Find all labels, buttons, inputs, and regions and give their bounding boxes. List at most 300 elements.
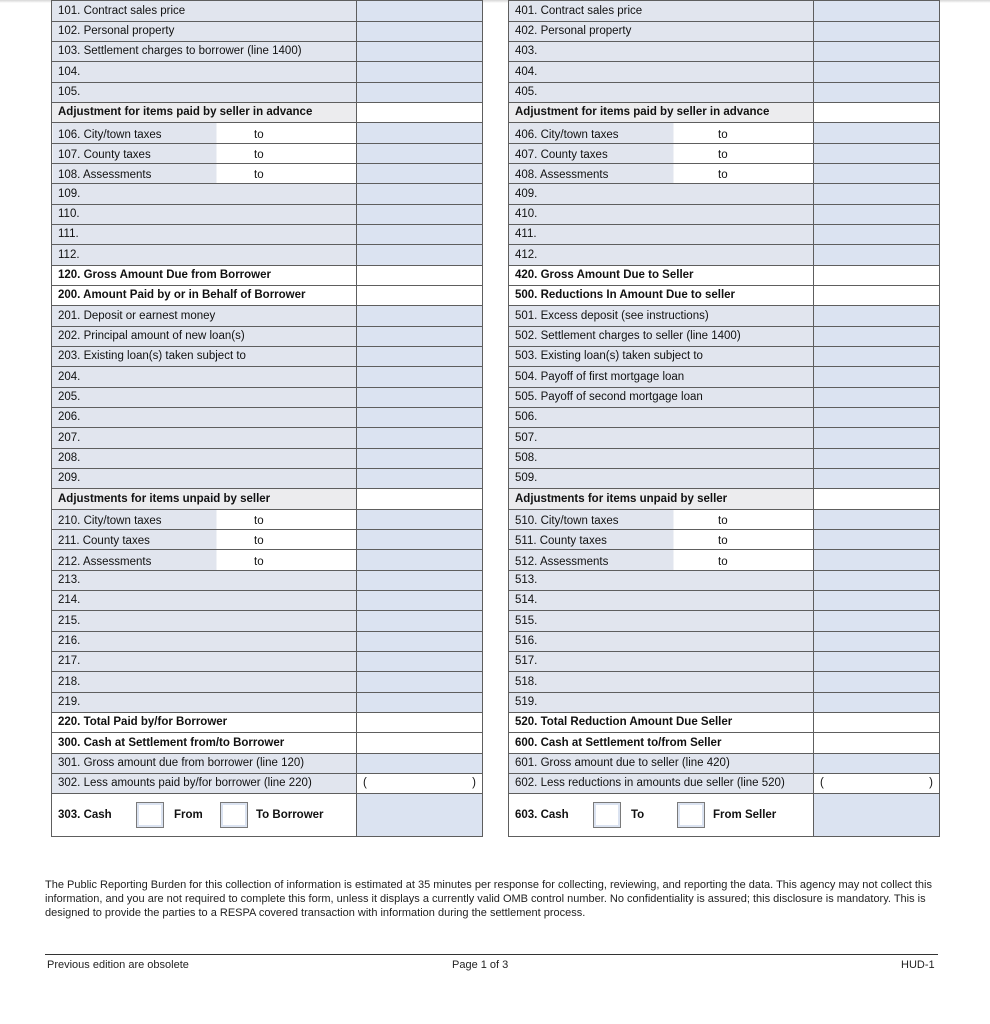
form-line-row (509, 754, 940, 774)
line-label-text: 408. Assessments (515, 169, 609, 181)
line-label (52, 164, 357, 184)
form-line-row (509, 571, 940, 591)
line-label (509, 327, 814, 347)
amount-field[interactable] (357, 489, 483, 510)
cash-option-1-checkbox[interactable] (593, 802, 621, 828)
line-label-text: 510. City/town taxes (515, 515, 619, 527)
amount-field[interactable] (814, 286, 940, 306)
line-label-text: 207. (58, 431, 81, 444)
amount-field[interactable] (814, 266, 940, 286)
form-line-row (52, 144, 483, 164)
amount-field[interactable] (357, 225, 483, 245)
borrower-transaction-table (51, 0, 483, 837)
form-line-row (52, 449, 483, 469)
line-label-text: 206. (58, 411, 81, 423)
amount-field[interactable] (814, 530, 940, 550)
amount-field[interactable] (357, 571, 483, 591)
amount-field[interactable] (814, 245, 940, 266)
amount-field[interactable] (357, 733, 483, 754)
amount-field[interactable] (357, 123, 483, 144)
form-line-row (509, 83, 940, 103)
amount-field[interactable] (814, 489, 940, 510)
line-label-text: 111. (58, 228, 79, 240)
form-line-row (509, 652, 940, 672)
form-line-row (509, 449, 940, 469)
form-line-row (509, 123, 940, 144)
line-label-text: Adjustment for items paid by seller in advance (58, 106, 313, 118)
form-line-row (52, 306, 483, 327)
line-label (509, 83, 814, 103)
line-label (509, 306, 814, 327)
line-label (509, 22, 814, 42)
date-range-to-label: to (718, 535, 728, 547)
line-label (52, 367, 357, 388)
amount-field[interactable] (357, 774, 483, 794)
amount-field[interactable] (357, 327, 483, 347)
line-label (52, 550, 357, 571)
line-label-text: 209. (58, 472, 81, 484)
line-label-text: 218. (58, 675, 81, 688)
line-label-text: 502. Settlement charges to seller (line 1400) (515, 330, 741, 342)
line-label-text: 518. (515, 675, 538, 688)
line-label (509, 42, 814, 62)
line-label (52, 245, 357, 266)
line-label-text: 506. (515, 411, 538, 423)
amount-field[interactable] (357, 632, 483, 652)
cash-label: 603. Cash (515, 808, 569, 821)
footer-divider (45, 954, 938, 955)
amount-field[interactable] (814, 306, 940, 327)
line-label (509, 774, 814, 794)
line-label (52, 408, 357, 428)
amount-field[interactable] (357, 103, 483, 123)
date-range-to-label: to (254, 555, 264, 568)
form-line-row (52, 327, 483, 347)
amount-field[interactable] (357, 144, 483, 164)
line-label (52, 469, 357, 489)
cash-option-2-label: To Borrower (256, 808, 324, 821)
line-label (509, 205, 814, 225)
form-line-row (52, 286, 483, 306)
form-line-row (509, 103, 940, 123)
form-line-row (509, 632, 940, 652)
line-label (52, 489, 357, 510)
line-label (509, 286, 814, 306)
form-line-row (52, 62, 483, 83)
form-line-row (509, 408, 940, 428)
line-label-text: 511. County taxes (515, 535, 607, 547)
line-label-text: 410. (515, 208, 538, 220)
line-label-text: 204. (58, 370, 81, 383)
form-line-row (52, 632, 483, 652)
form-line-row (52, 367, 483, 388)
form-line-row (509, 286, 940, 306)
line-label (509, 144, 814, 164)
amount-field[interactable] (357, 286, 483, 306)
line-label-text: 508. (515, 452, 538, 464)
amount-field[interactable] (814, 632, 940, 652)
cash-option-2-checkbox[interactable] (220, 802, 248, 828)
line-label (52, 611, 357, 632)
form-line-row (52, 571, 483, 591)
line-label-text: 519. (515, 696, 538, 708)
line-label (52, 449, 357, 469)
amount-field[interactable] (814, 550, 940, 571)
line-label-text: 102. Personal property (58, 25, 175, 37)
line-label (509, 388, 814, 408)
line-label (52, 327, 357, 347)
cash-label-cell (52, 794, 357, 837)
cash-option-1-checkbox[interactable] (136, 802, 164, 828)
line-label-text: 212. Assessments (58, 555, 152, 568)
form-line-row (52, 591, 483, 611)
form-line-row (509, 428, 940, 449)
form-line-row (52, 123, 483, 144)
line-label-text: 503. Existing loan(s) taken subject to (515, 350, 703, 362)
form-line-row (509, 306, 940, 327)
form-line-row (52, 103, 483, 123)
line-label (509, 733, 814, 754)
line-label-text: 205. (58, 391, 81, 403)
line-label (52, 347, 357, 367)
cash-amount-field[interactable] (357, 794, 483, 837)
amount-field[interactable] (814, 327, 940, 347)
line-label-text: Adjustment for items paid by seller in advance (515, 106, 770, 118)
amount-field[interactable] (357, 83, 483, 103)
line-label-text: 106. City/town taxes (58, 128, 162, 141)
amount-field[interactable] (357, 713, 483, 733)
line-label (509, 672, 814, 693)
form-line-row (52, 42, 483, 62)
form-line-row (509, 144, 940, 164)
amount-field[interactable] (357, 591, 483, 611)
close-parenthesis: ) (472, 777, 476, 789)
form-line-row (509, 367, 940, 388)
line-label (52, 1, 357, 22)
amount-field[interactable] (357, 367, 483, 388)
form-line-row (509, 774, 940, 794)
line-label-text: 406. City/town taxes (515, 128, 619, 141)
cash-label-cell (509, 794, 814, 837)
line-label (52, 205, 357, 225)
amount-field[interactable] (814, 774, 940, 794)
line-label (52, 184, 357, 205)
amount-field[interactable] (357, 22, 483, 42)
line-label (52, 388, 357, 408)
amount-field[interactable] (814, 164, 940, 184)
line-label-text: 208. (58, 452, 81, 464)
line-label-text: 601. Gross amount due to seller (line 420) (515, 757, 730, 769)
amount-field[interactable] (814, 103, 940, 123)
amount-field[interactable] (357, 449, 483, 469)
form-line-row (52, 245, 483, 266)
line-label-text: 104. (58, 65, 81, 78)
amount-field[interactable] (357, 693, 483, 713)
line-label (509, 225, 814, 245)
amount-field[interactable] (814, 408, 940, 428)
line-label-text: 200. Amount Paid by or in Behalf of Borrower (58, 289, 306, 301)
line-label-text: 213. (58, 574, 81, 586)
amount-field[interactable] (814, 591, 940, 611)
line-label (52, 286, 357, 306)
form-line-row (509, 266, 940, 286)
form-line-row (52, 83, 483, 103)
seller-transaction-table (508, 0, 940, 837)
cash-option-2-checkbox[interactable] (677, 802, 705, 828)
line-label-text: 602. Less reductions in amounts due seller (line 520) (515, 777, 785, 789)
line-label (52, 103, 357, 123)
cash-option-2-label: From Seller (713, 808, 777, 821)
amount-field[interactable] (357, 184, 483, 205)
line-label-text: 516. (515, 635, 538, 647)
line-label (52, 22, 357, 42)
form-line-row (52, 550, 483, 571)
form-line-row (509, 733, 940, 754)
form-line-row (509, 489, 940, 510)
line-label (52, 225, 357, 245)
line-label-text: 411. (515, 228, 537, 240)
line-label (52, 754, 357, 774)
amount-field[interactable] (357, 428, 483, 449)
form-line-row (52, 774, 483, 794)
line-label-text: 507. (515, 431, 538, 444)
line-label-text: 404. (515, 65, 538, 78)
amount-field[interactable] (357, 164, 483, 184)
date-range-to-label: to (718, 149, 728, 161)
cash-option-1-label: To (631, 808, 645, 821)
form-line-row (52, 1, 483, 22)
cash-row (52, 794, 483, 837)
cash-option-1-label: From (174, 808, 203, 821)
amount-field[interactable] (814, 469, 940, 489)
amount-field[interactable] (814, 22, 940, 42)
form-line-row (52, 22, 483, 42)
form-line-row (509, 42, 940, 62)
form-line-row (52, 347, 483, 367)
form-line-row (52, 510, 483, 530)
line-label-text: 201. Deposit or earnest money (58, 309, 216, 322)
form-line-row (509, 327, 940, 347)
line-label (509, 347, 814, 367)
line-label-text: Adjustments for items unpaid by seller (515, 492, 728, 505)
amount-field[interactable] (357, 754, 483, 774)
line-label-text: 301. Gross amount due from borrower (line 120) (58, 757, 305, 769)
amount-field[interactable] (814, 428, 940, 449)
line-label (509, 449, 814, 469)
amount-field[interactable] (357, 611, 483, 632)
line-label-text: 520. Total Reduction Amount Due Seller (515, 716, 733, 728)
amount-field[interactable] (814, 449, 940, 469)
form-line-row (509, 510, 940, 530)
line-label (509, 571, 814, 591)
amount-field[interactable] (814, 62, 940, 83)
amount-field[interactable] (814, 510, 940, 530)
line-label-text: 300. Cash at Settlement from/to Borrower (58, 736, 285, 749)
line-label-text: 500. Reductions In Amount Due to seller (515, 289, 736, 301)
amount-field[interactable] (814, 1, 940, 22)
amount-field[interactable] (814, 42, 940, 62)
line-label (52, 693, 357, 713)
line-label (52, 83, 357, 103)
line-label (52, 632, 357, 652)
amount-field[interactable] (357, 1, 483, 22)
cash-label: 303. Cash (58, 808, 112, 821)
line-label (509, 1, 814, 22)
amount-field[interactable] (357, 652, 483, 672)
line-label (509, 489, 814, 510)
line-label-text: 405. (515, 86, 538, 98)
form-line-row (52, 266, 483, 286)
amount-field[interactable] (814, 611, 940, 632)
line-label-text: 512. Assessments (515, 555, 609, 568)
date-range-to-label: to (718, 169, 728, 181)
amount-field[interactable] (814, 672, 940, 693)
amount-field[interactable] (814, 713, 940, 733)
line-label (509, 367, 814, 388)
amount-field[interactable] (814, 367, 940, 388)
line-label-text: 513. (515, 574, 538, 586)
amount-field[interactable] (814, 184, 940, 205)
amount-field[interactable] (814, 571, 940, 591)
line-label (52, 266, 357, 286)
form-line-row (509, 469, 940, 489)
line-label-text: 108. Assessments (58, 169, 152, 181)
amount-field[interactable] (357, 306, 483, 327)
line-label (52, 306, 357, 327)
amount-field[interactable] (357, 205, 483, 225)
amount-field[interactable] (357, 672, 483, 693)
footer-page-number: Page 1 of 3 (452, 959, 509, 971)
line-label (509, 510, 814, 530)
amount-field[interactable] (814, 347, 940, 367)
form-line-row (52, 469, 483, 489)
line-label-text: 215. (58, 614, 81, 627)
form-line-row (52, 489, 483, 510)
line-label (509, 428, 814, 449)
open-parenthesis: ( (363, 777, 367, 789)
form-line-row (52, 428, 483, 449)
form-line-row (509, 550, 940, 571)
line-label (509, 164, 814, 184)
line-label-text: 501. Excess deposit (see instructions) (515, 309, 709, 322)
line-label (509, 62, 814, 83)
date-range-to-label: to (718, 128, 728, 141)
line-label (52, 510, 357, 530)
line-label-text: Adjustments for items unpaid by seller (58, 492, 271, 505)
form-line-row (509, 672, 940, 693)
form-line-row (52, 713, 483, 733)
footer-edition-note: Previous edition are obsolete (47, 959, 189, 971)
line-label (509, 632, 814, 652)
line-label-text: 211. County taxes (58, 535, 150, 547)
line-label (509, 266, 814, 286)
amount-field[interactable] (814, 144, 940, 164)
line-label-text: 220. Total Paid by/for Borrower (58, 716, 228, 728)
amount-field[interactable] (814, 754, 940, 774)
amount-field[interactable] (814, 83, 940, 103)
line-label (509, 408, 814, 428)
line-label-text: 403. (515, 45, 538, 57)
line-label-text: 214. (58, 594, 81, 606)
line-label (52, 123, 357, 144)
amount-field[interactable] (814, 205, 940, 225)
form-line-row (52, 733, 483, 754)
form-line-row (509, 184, 940, 205)
line-label (509, 530, 814, 550)
line-label-text: 402. Personal property (515, 25, 632, 37)
form-line-row (509, 591, 940, 611)
line-label-text: 600. Cash at Settlement to/from Seller (515, 736, 722, 749)
line-label-text: 107. County taxes (58, 149, 151, 161)
line-label-text: 219. (58, 696, 81, 708)
amount-field[interactable] (357, 42, 483, 62)
form-line-row (52, 205, 483, 225)
cash-amount-field[interactable] (814, 794, 940, 837)
form-line-row (52, 184, 483, 205)
line-label (52, 652, 357, 672)
amount-field[interactable] (814, 733, 940, 754)
line-label-text: 216. (58, 635, 81, 647)
amount-field[interactable] (357, 62, 483, 83)
amount-field[interactable] (357, 550, 483, 571)
amount-field[interactable] (357, 408, 483, 428)
line-label-text: 401. Contract sales price (515, 4, 643, 17)
line-label-text: 103. Settlement charges to borrower (line 1400) (58, 45, 302, 57)
date-range-to-label: to (254, 169, 264, 181)
form-line-row (52, 754, 483, 774)
amount-field[interactable] (357, 530, 483, 550)
form-line-row (509, 22, 940, 42)
line-label-text: 412. (515, 248, 538, 261)
amount-field[interactable] (357, 510, 483, 530)
line-label (509, 611, 814, 632)
form-line-row (509, 713, 940, 733)
line-label (509, 469, 814, 489)
line-label (509, 754, 814, 774)
line-label-text: 420. Gross Amount Due to Seller (515, 269, 694, 281)
amount-field[interactable] (814, 388, 940, 408)
line-label-text: 515. (515, 614, 538, 627)
line-label (52, 672, 357, 693)
line-label-text: 203. Existing loan(s) taken subject to (58, 350, 246, 362)
line-label (52, 713, 357, 733)
date-range-to-label: to (254, 128, 264, 141)
amount-field[interactable] (357, 469, 483, 489)
form-line-row (509, 205, 940, 225)
line-label (509, 591, 814, 611)
line-label (52, 42, 357, 62)
amount-field[interactable] (814, 693, 940, 713)
amount-field[interactable] (357, 266, 483, 286)
amount-field[interactable] (357, 245, 483, 266)
amount-field[interactable] (814, 123, 940, 144)
line-label-text: 504. Payoff of first mortgage loan (515, 370, 685, 383)
amount-field[interactable] (357, 388, 483, 408)
date-range-to-label: to (718, 555, 728, 568)
line-label-text: 302. Less amounts paid by/for borrower (line 220) (58, 777, 312, 789)
amount-field[interactable] (357, 347, 483, 367)
date-range-to-label: to (718, 515, 728, 527)
form-line-row (52, 611, 483, 632)
amount-field[interactable] (814, 225, 940, 245)
date-range-to-label: to (254, 515, 264, 527)
form-line-row (509, 164, 940, 184)
form-line-row (509, 225, 940, 245)
amount-field[interactable] (814, 652, 940, 672)
form-line-row (509, 1, 940, 22)
line-label-text: 514. (515, 594, 538, 606)
form-line-row (509, 62, 940, 83)
